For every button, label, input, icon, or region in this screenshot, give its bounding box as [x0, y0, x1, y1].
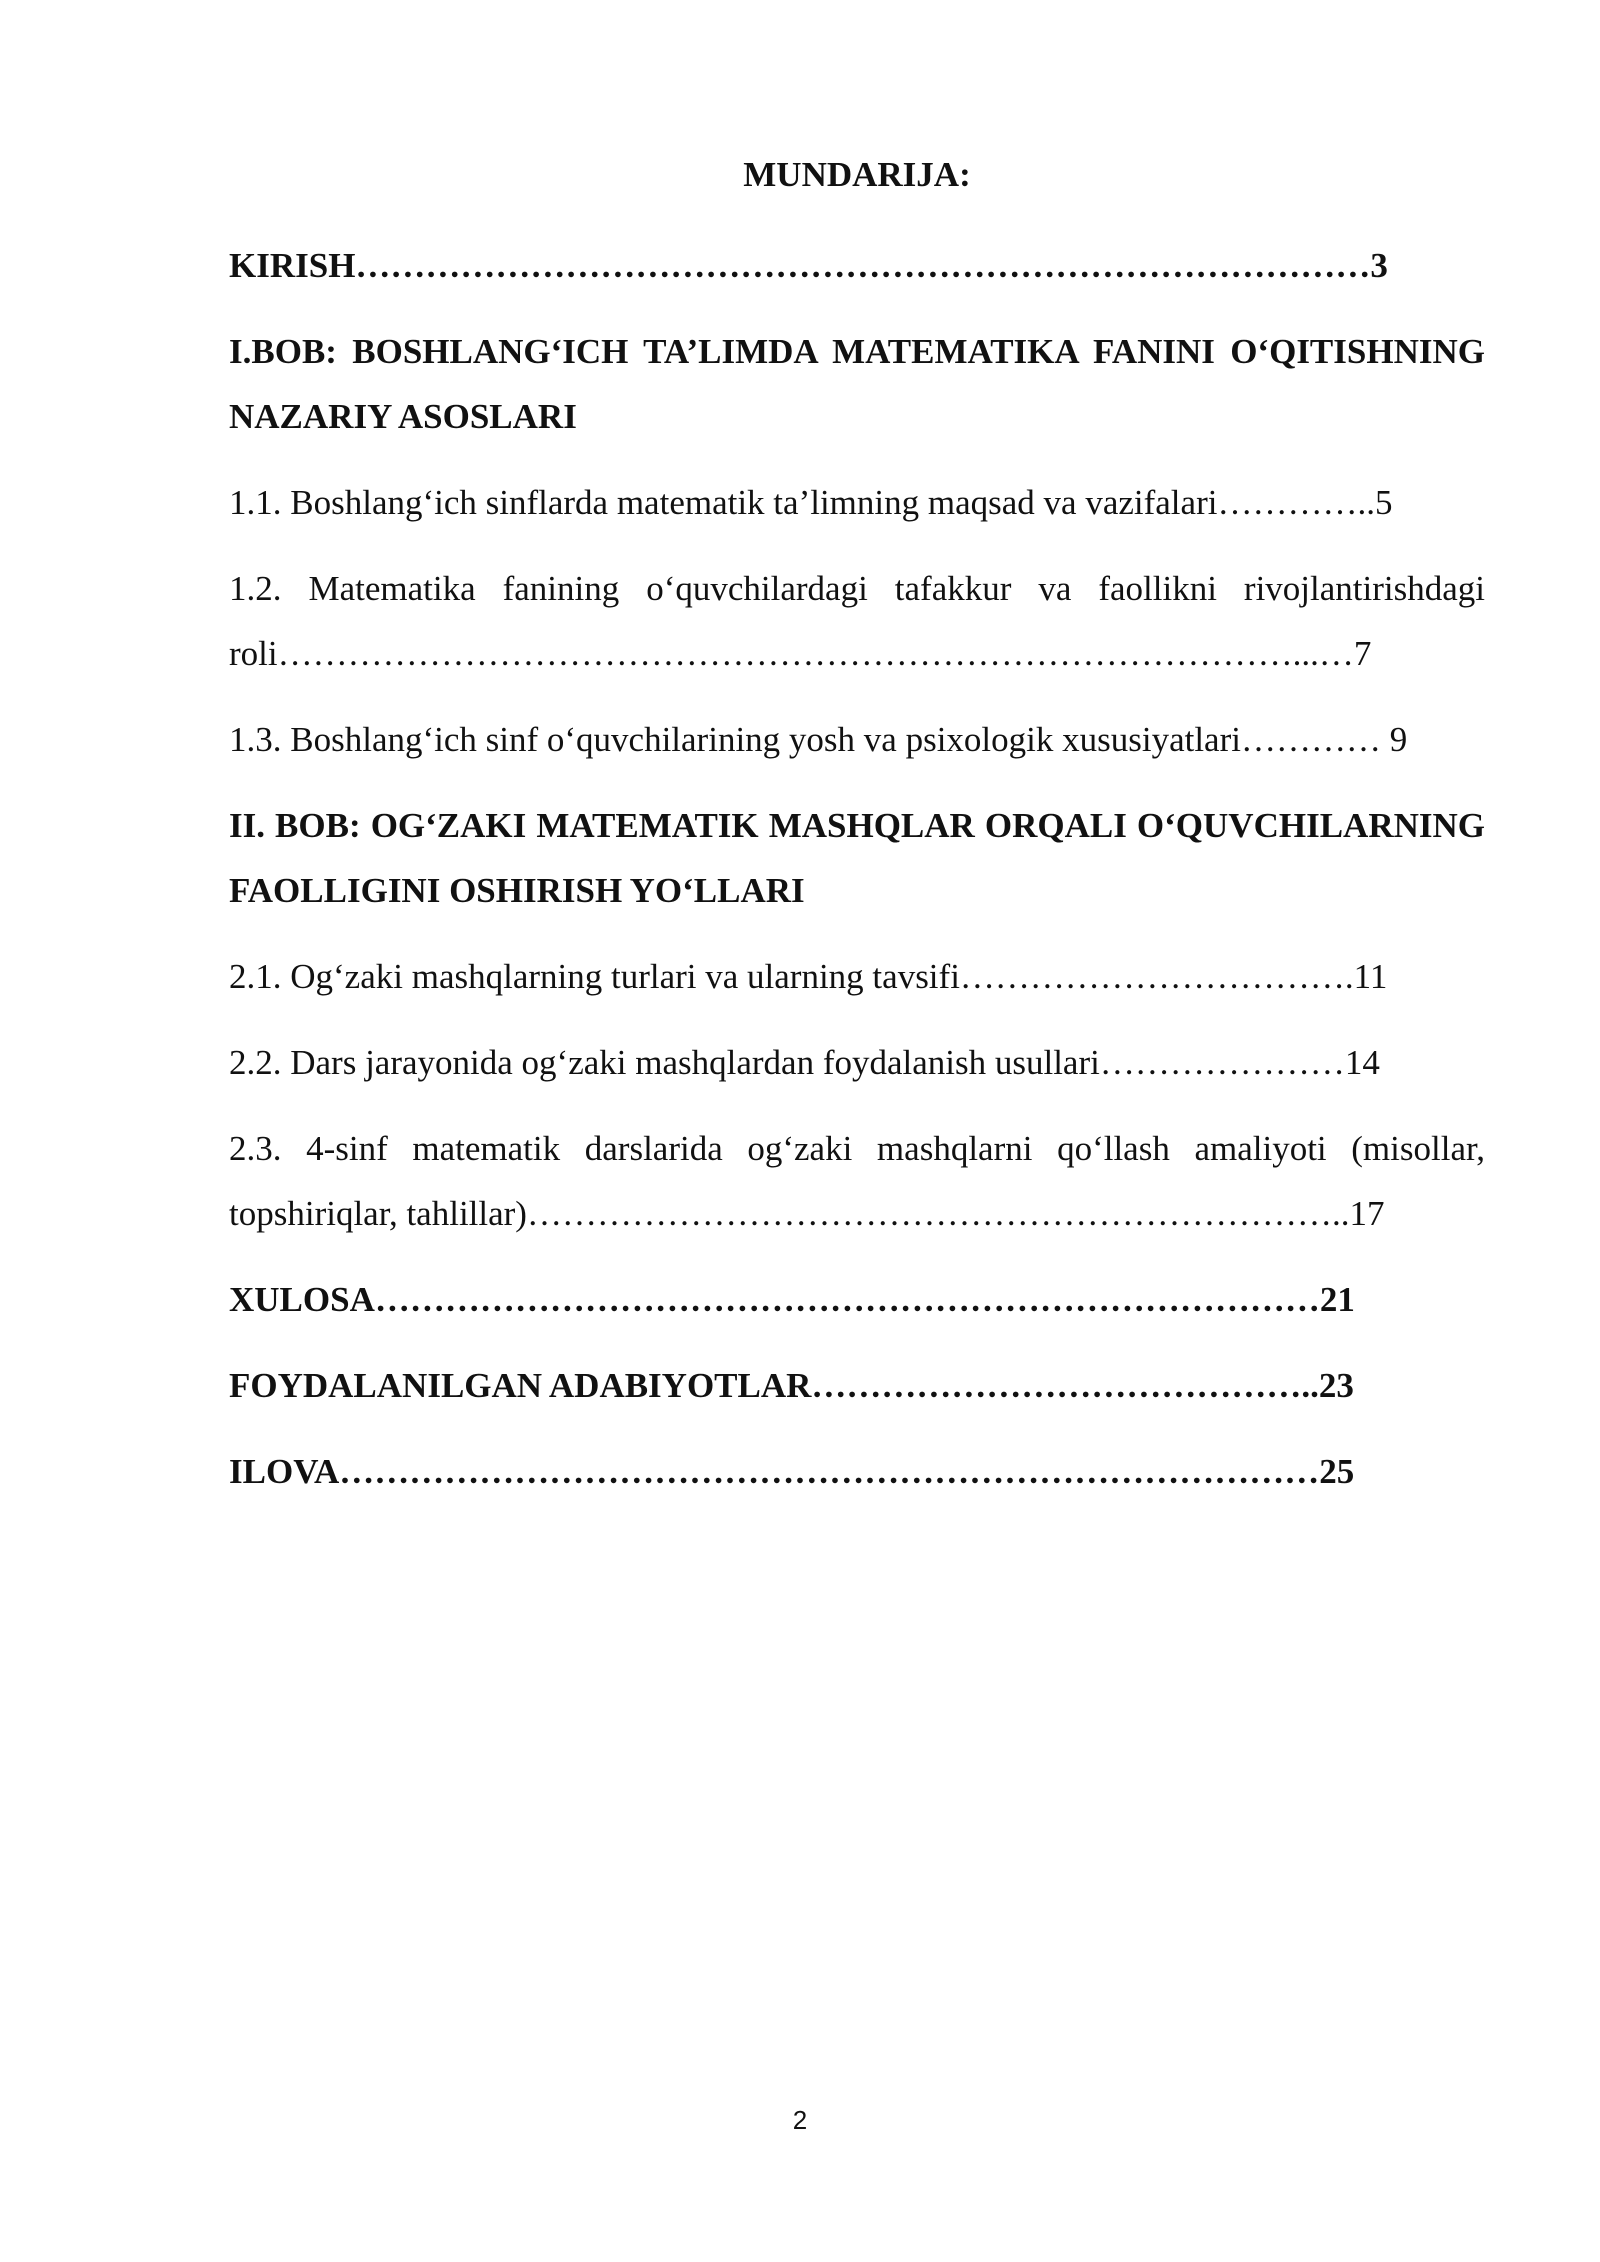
toc-entry-references [229, 1353, 1485, 1418]
toc-entry-chapter-2 [229, 793, 1485, 923]
toc-entry-introduction [229, 233, 1485, 298]
toc-entry-section-2-3 [229, 1116, 1485, 1246]
toc-title: MUNDARIJA: [743, 155, 971, 194]
toc-entry-text: KIRISH……………………………………………………………………………3 [229, 246, 1388, 285]
toc-entry-text: 2.2. Dars jarayonida og‘zaki mashqlardan foydalanish usullari…………………14 [229, 1043, 1380, 1082]
toc-entry-text: 1.2. Matematika fanining o‘quvchilardagi tafakkur va faollikni rivojlantirishdagi roli……………………………………………………………………………...…7 [229, 569, 1485, 673]
toc-entry-text: ILOVA…………………………………………………………………………25 [229, 1452, 1355, 1491]
toc-entry-section-1-3 [229, 707, 1485, 772]
page-number: 2 [792, 2105, 808, 2135]
toc-entry-section-2-2 [229, 1030, 1485, 1095]
toc-entry-section-1-2 [229, 556, 1485, 686]
toc-entry-text: 1.1. Boshlang‘ich sinflarda matematik ta’limning maqsad va vazifalari…………..5 [229, 483, 1393, 522]
toc-entry-text: XULOSA………………………………………………………………………21 [229, 1280, 1355, 1319]
toc-entry-text: 2.3. 4-sinf matematik darslarida og‘zaki mashqlarni qo‘llash amaliyoti (misollar, topshiriqlar, tahlillar)……………………………………………………………..17 [229, 1129, 1485, 1233]
toc-entry-text: I.BOB: BOSHLANG‘ICH TA’LIMDA MATEMATIKA FANINI O‘QITISHNING NAZARIY ASOSLARI [229, 332, 1485, 436]
toc-entry-text: 2.1. Og‘zaki mashqlarning turlari va ularning tavsifi…………………………….11 [229, 957, 1388, 996]
toc-entry-chapter-1 [229, 319, 1485, 449]
toc-entry-text: II. BOB: OG‘ZAKI MATEMATIK MASHQLAR ORQALI O‘QUVCHILARNING FAOLLIGINI OSHIRISH YO‘LLARI [229, 806, 1485, 910]
table-of-contents [229, 150, 1485, 1525]
toc-entry-section-2-1 [229, 944, 1485, 1009]
toc-entry-conclusion [229, 1267, 1485, 1332]
toc-entry-section-1-1 [229, 470, 1485, 535]
toc-entry-text: 1.3. Boshlang‘ich sinf o‘quvchilarining yosh va psixologik xususiyatlari………… 9 [229, 720, 1408, 759]
toc-entry-appendix [229, 1439, 1485, 1504]
toc-entry-text: FOYDALANILGAN ADABIYOTLAR……………………………………..23 [229, 1366, 1354, 1405]
